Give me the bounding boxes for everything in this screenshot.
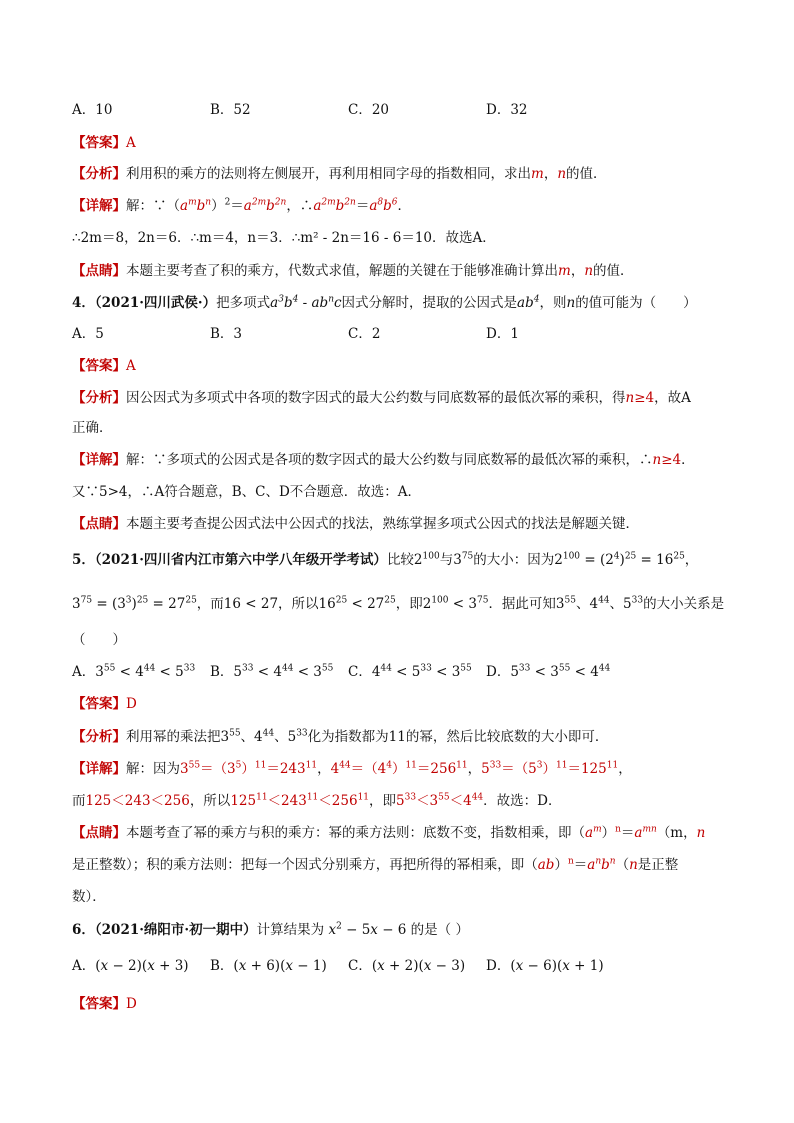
question-5-stem-2: $3^{75} = (3^3)^{25} = 27^{25}$，而16 < 27，所以$16^{25} < 27^{25}$，即$2^{100} < 3^{75}$．据此可知$3^{55}$、$4^{44}$、$5^{33}$的大小关系是 bbox=[72, 595, 725, 612]
answer-value: A bbox=[126, 135, 136, 151]
question-5-stem-3: （ ） bbox=[72, 632, 126, 648]
option-d: D．32 bbox=[486, 102, 528, 118]
detail-line-2: ∴2m＝8，2n＝6．∴m＝4，n＝3．∴m² - 2n＝16 - 6＝10．故选A． bbox=[72, 230, 496, 246]
option-c: C．2 bbox=[348, 326, 381, 342]
analysis-line-2: 正确． bbox=[72, 420, 113, 436]
comment-line: 【点睛】本题考查了幂的乘方与积的乘方：幂的乘方法则：底数不变，指数相乘，即$(a^m)^n=a^{mn}(m$，n bbox=[72, 824, 706, 841]
detail-line: 【详解】解：∵多项式的公因式是各项的数字因式的最大公约数与同底数幂的最低次幂的乘积，∴n≥4． bbox=[72, 452, 695, 468]
option-d: D．(x − 6)(x + 1) bbox=[486, 958, 604, 974]
detail-line-2: 而125＜243＜256，所以$125^{11}<243^{11}<256^{11}$，即$5^{33}<3^{55}<4^{44}$．故选：D． bbox=[72, 792, 562, 809]
question-6-stem: 6．（2021·绵阳市·初一期中）计算结果为 $x^2 - 5x - 6$ 的是（ ） bbox=[72, 921, 469, 938]
comment-line: 【点睛】本题主要考查提公因式法中公因式的找法，熟练掌握多项式公因式的找法是解题关键． bbox=[72, 516, 639, 532]
option-a: A．$3^{55} < 4^{44} < 5^{33}$ bbox=[72, 663, 196, 680]
analysis-line: 【分析】利用积的乘方的法则将左侧展开，再利用相同字母的指数相同，求出m，n的值． bbox=[72, 166, 607, 182]
option-c: C．$4^{44} < 5^{33} < 3^{55}$ bbox=[348, 663, 472, 680]
option-c: C．(x + 2)(x − 3) bbox=[348, 958, 466, 974]
question-4-stem: 4．（2021·四川武侯·）把多项式$a^3b^4 - ab^nc$因式分解时，提取的公因式是$ab^4$，则n的值可能为（ ） bbox=[72, 294, 697, 311]
answer-line bbox=[72, 133, 136, 153]
comment-line: 【点睛】本题主要考查了积的乘方，代数式求值，解题的关键在于能够准确计算出m，n的值． bbox=[72, 263, 634, 279]
answer-line: 【答案】D bbox=[72, 696, 137, 712]
analysis-line: 【分析】因公因式为多项式中各项的数字因式的最大公约数与同底数幂的最低次幂的乘积，得n≥4，故A bbox=[72, 390, 691, 406]
answer-line: 【答案】D bbox=[72, 996, 137, 1012]
option-a: A．(x − 2)(x + 3) bbox=[72, 958, 189, 974]
detail-line-2: 又∵5>4，∴A符合题意，B、C、D不合题意．故选：A． bbox=[72, 484, 422, 500]
detail-line: 【详解】解：因为$3^{55}=(3^5)^{11}=243^{11}$，$4^{44}=(4^4)^{11}=256^{11}$，$5^{33}=(5^3)^{11}=125^{11}$， bbox=[72, 760, 632, 777]
answer-tag: 【答案】 bbox=[72, 135, 126, 151]
option-d: D．1 bbox=[486, 326, 519, 342]
answer-line: 【答案】A bbox=[72, 358, 136, 374]
option-c: C．20 bbox=[348, 102, 390, 118]
option-a: A．5 bbox=[72, 326, 104, 342]
comment-line-3: 数）． bbox=[72, 889, 106, 905]
option-b: B．3 bbox=[210, 326, 243, 342]
detail-line: 【详解】解：$\because(a^mb^n)^2=a^{2m}b^{2n}$，$\therefore a^{2m}b^{2n}=a^8b^6$． bbox=[72, 197, 412, 214]
option-b: B．52 bbox=[210, 102, 251, 118]
analysis-line: 【分析】利用幂的乘法把$3^{55}$、$4^{44}$、$5^{33}$化为指数都为11的幂，然后比较底数的大小即可． bbox=[72, 728, 609, 745]
option-b: B．$5^{33} < 4^{44} < 3^{55}$ bbox=[210, 663, 334, 680]
comment-line-2: 是正整数）；积的乘方法则：把每一个因式分别乘方，再把所得的幂相乘，即$(ab)^n=a^nb^n(n$是正整 bbox=[72, 856, 679, 873]
option-d: D．$5^{33} < 3^{55} < 4^{44}$ bbox=[486, 663, 611, 680]
question-5-stem: 5．（2021·四川省内江市第六中学八年级开学考试）比较$2^{100}$与$3^{75}$的大小：因为$2^{100} = (2^4)^{25} = 16^{25}$， bbox=[72, 551, 699, 568]
option-b: B．(x + 6)(x − 1) bbox=[210, 958, 327, 974]
option-a: A．10 bbox=[72, 102, 113, 118]
